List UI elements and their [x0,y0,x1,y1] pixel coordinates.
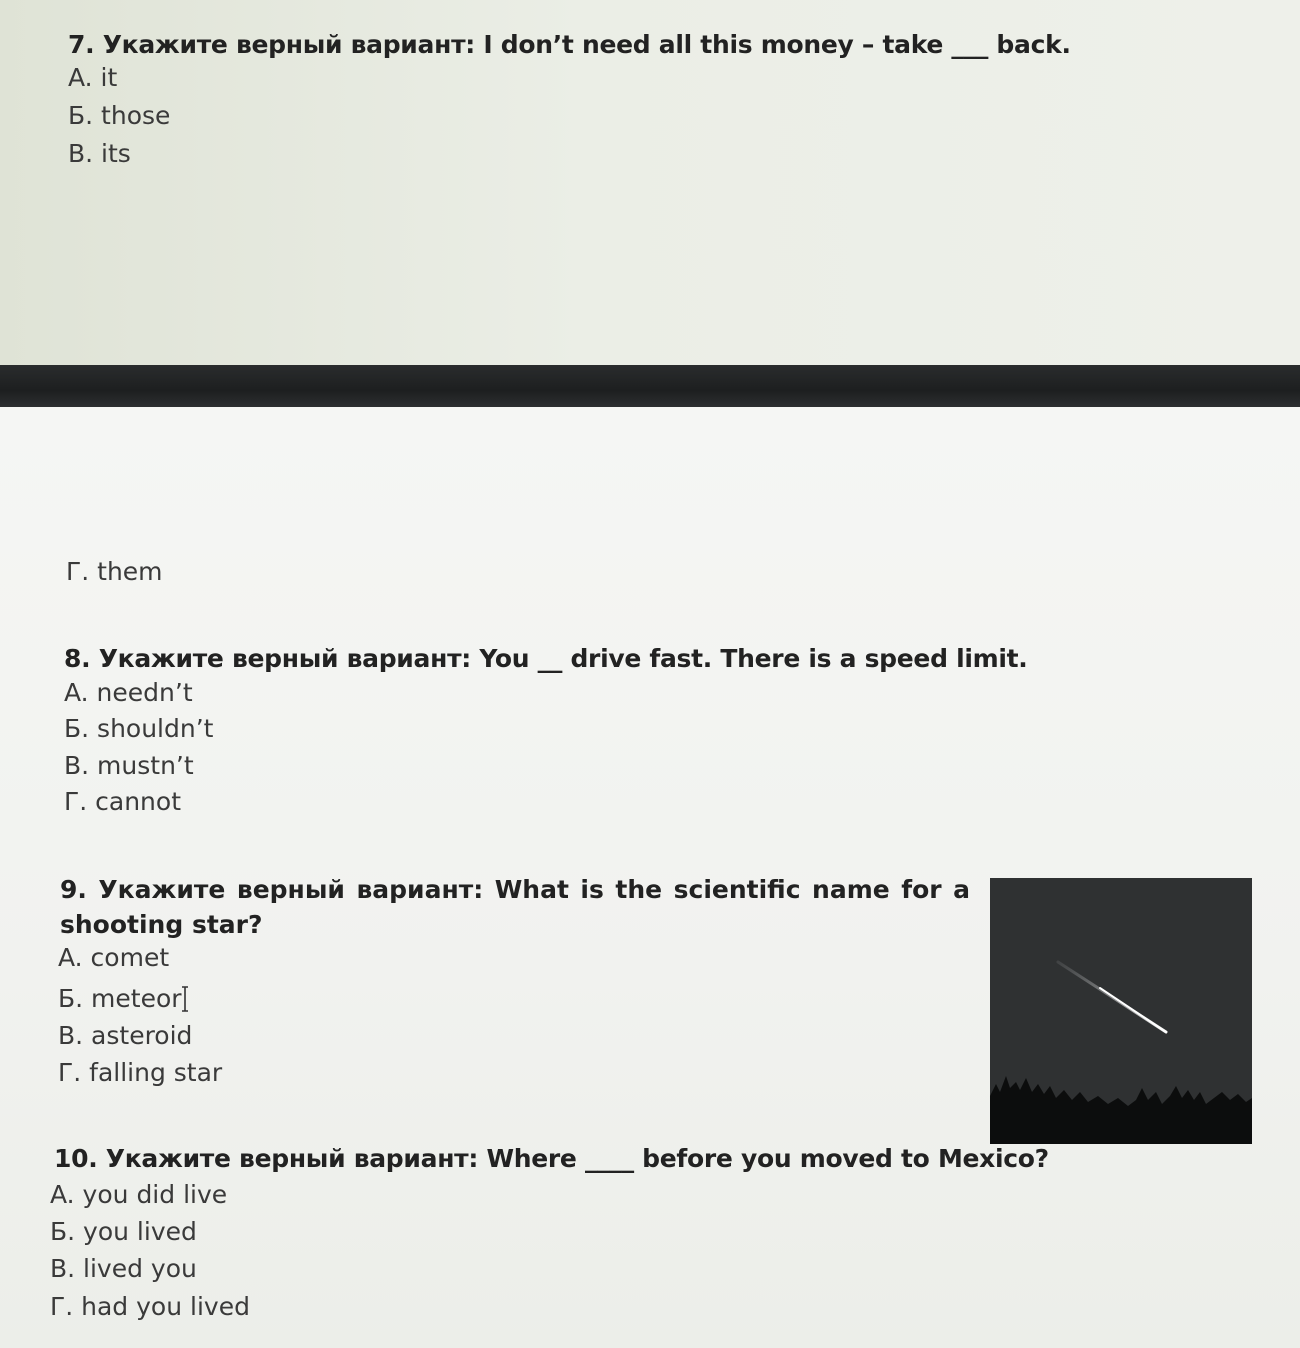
q8-option-b[interactable]: Б. shouldn’t [64,714,214,743]
q8-option-g[interactable]: Г. cannot [64,787,181,816]
q8-option-a[interactable]: A. needn’t [64,678,193,707]
q9-option-b[interactable] [58,984,190,1013]
q7-question: 7. Укажите верный вариант: I don’t need all this money – take ___ back. [68,30,1071,59]
meteor-photo [990,878,1252,1144]
meteor-photo-icon [990,878,1252,1144]
q7-option-a[interactable]: A. it [68,63,118,92]
q7-option-g[interactable]: Г. them [66,557,163,586]
q9-option-v[interactable]: B. asteroid [58,1021,193,1050]
q9-option-b-label: Б. meteor [58,984,182,1013]
q10-option-v[interactable]: B. lived you [50,1254,197,1283]
q7-option-b[interactable]: Б. those [68,101,171,130]
page-divider [0,365,1300,407]
q9-option-g[interactable]: Г. falling star [58,1058,223,1087]
q10-option-a[interactable]: A. you did live [50,1180,228,1209]
q10-option-g[interactable]: Г. had you lived [50,1292,250,1321]
q9-question: 9. Укажите верный вариант: What is the scientific name for a shooting star? [60,875,970,939]
q10-option-b[interactable]: Б. you lived [50,1217,197,1246]
q7-option-v[interactable]: B. its [68,139,131,168]
q8-question: 8. Укажите верный вариант: You __ drive fast. There is a speed limit. [64,644,1028,673]
q8-option-v[interactable]: B. mustn’t [64,751,194,780]
q10-question: 10. Укажите верный вариант: Where ____ before you moved to Mexico? [54,1144,1049,1173]
text-cursor-icon [180,985,190,1013]
q9-option-a[interactable]: A. comet [58,943,170,972]
